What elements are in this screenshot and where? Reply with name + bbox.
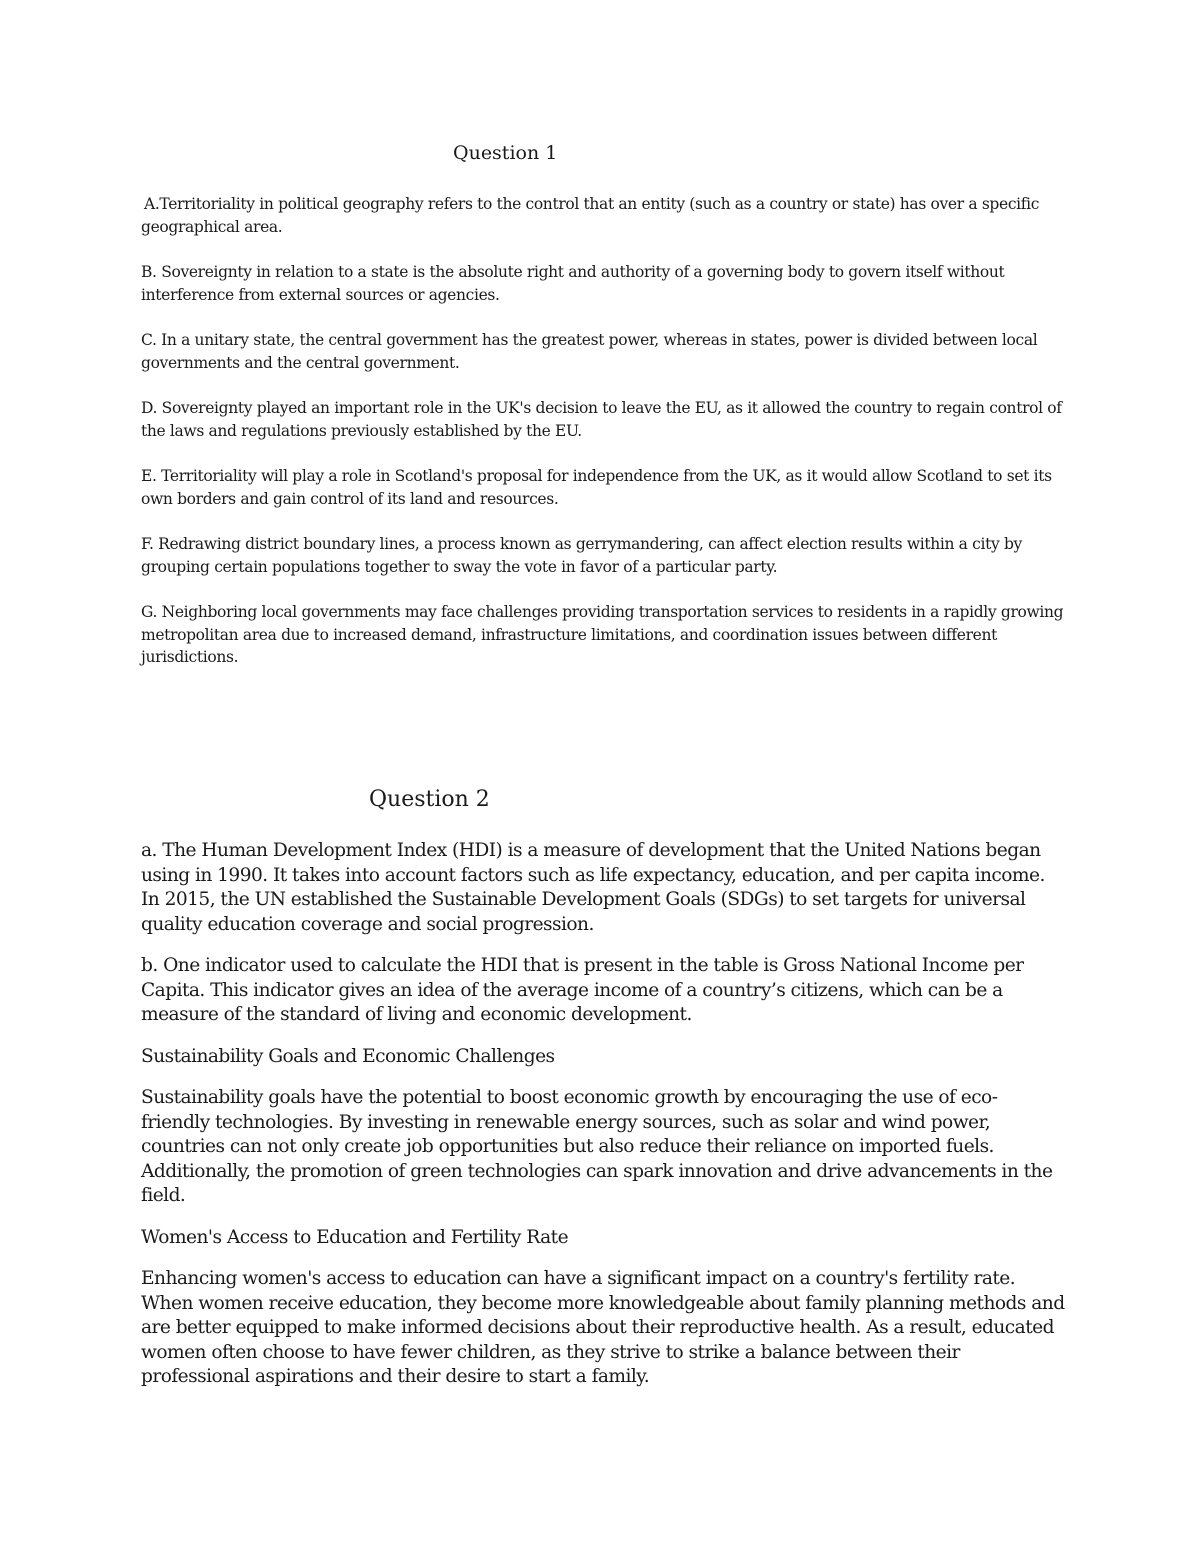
section-body-sustainability: Sustainability goals have the potential to boost economic growth by encouraging the use of eco-friendly technologies. By investing in renewable energy sources, such as solar and wind power, countries can not only create job opportunities but also reduce their reliance on imported fuels. Additionally, the promotion of green technologies can spark innovation and drive advancements in the field. <box>141 1087 1053 1206</box>
question-1-answers <box>141 193 1071 692</box>
answer-c: C. In a unitary state, the central government has the greatest power, whereas in states, power is divided between local governments and the central government. <box>141 331 1038 372</box>
section-heading-womens-education: Women's Access to Education and Fertility Rate <box>141 1226 569 1248</box>
answer-2a: a. The Human Development Index (HDI) is a measure of development that the United Nations began using in 1990. It takes into account factors such as life expectancy, education, and per capita income. In 2015, the UN established the Sustainable Development Goals (SDGs) to set targets for universal quality education coverage and social progression. <box>141 840 1045 935</box>
question-1-title: Question 1 <box>453 142 558 164</box>
question-2-answers <box>141 839 1066 1407</box>
question-2-title: Question 2 <box>369 787 490 812</box>
answer-b: B. Sovereignty in relation to a state is the absolute right and authority of a governing body to govern itself without interference from external sources or agencies. <box>141 263 1005 304</box>
section-heading-sustainability: Sustainability Goals and Economic Challenges <box>141 1045 555 1067</box>
answer-2b: b. One indicator used to calculate the HDI that is present in the table is Gross National Income per Capita. This indicator gives an idea of the average income of a country’s citizens, which can be a measure of the standard of living and economic development. <box>141 955 1024 1025</box>
answer-e: E. Territoriality will play a role in Scotland's proposal for independence from the UK, as it would allow Scotland to set its own borders and gain control of its land and resources. <box>141 467 1052 508</box>
section-body-womens-education: Enhancing women's access to education can have a significant impact on a country's fertility rate. When women receive education, they become more knowledgeable about family planning methods and are better equipped to make informed decisions about their reproductive health. As a result, educated women often choose to have fewer children, as they strive to strike a balance between their professional aspirations and their desire to start a family. <box>141 1268 1065 1387</box>
answer-a: A.Territoriality in political geography refers to the control that an entity (such as a country or state) has over a specific geographical area. <box>141 195 1040 236</box>
answer-d: D. Sovereignty played an important role in the UK's decision to leave the EU, as it allowed the country to regain control of the laws and regulations previously established by the EU. <box>141 399 1062 440</box>
answer-g: G. Neighboring local governments may face challenges providing transportation services to residents in a rapidly growing metropolitan area due to increased demand, infrastructure limitations, and coordination issues between different jurisdictions. <box>141 603 1064 666</box>
answer-f: F. Redrawing district boundary lines, a process known as gerrymandering, can affect election results within a city by grouping certain populations together to sway the vote in favor of a particular party. <box>141 535 1022 576</box>
